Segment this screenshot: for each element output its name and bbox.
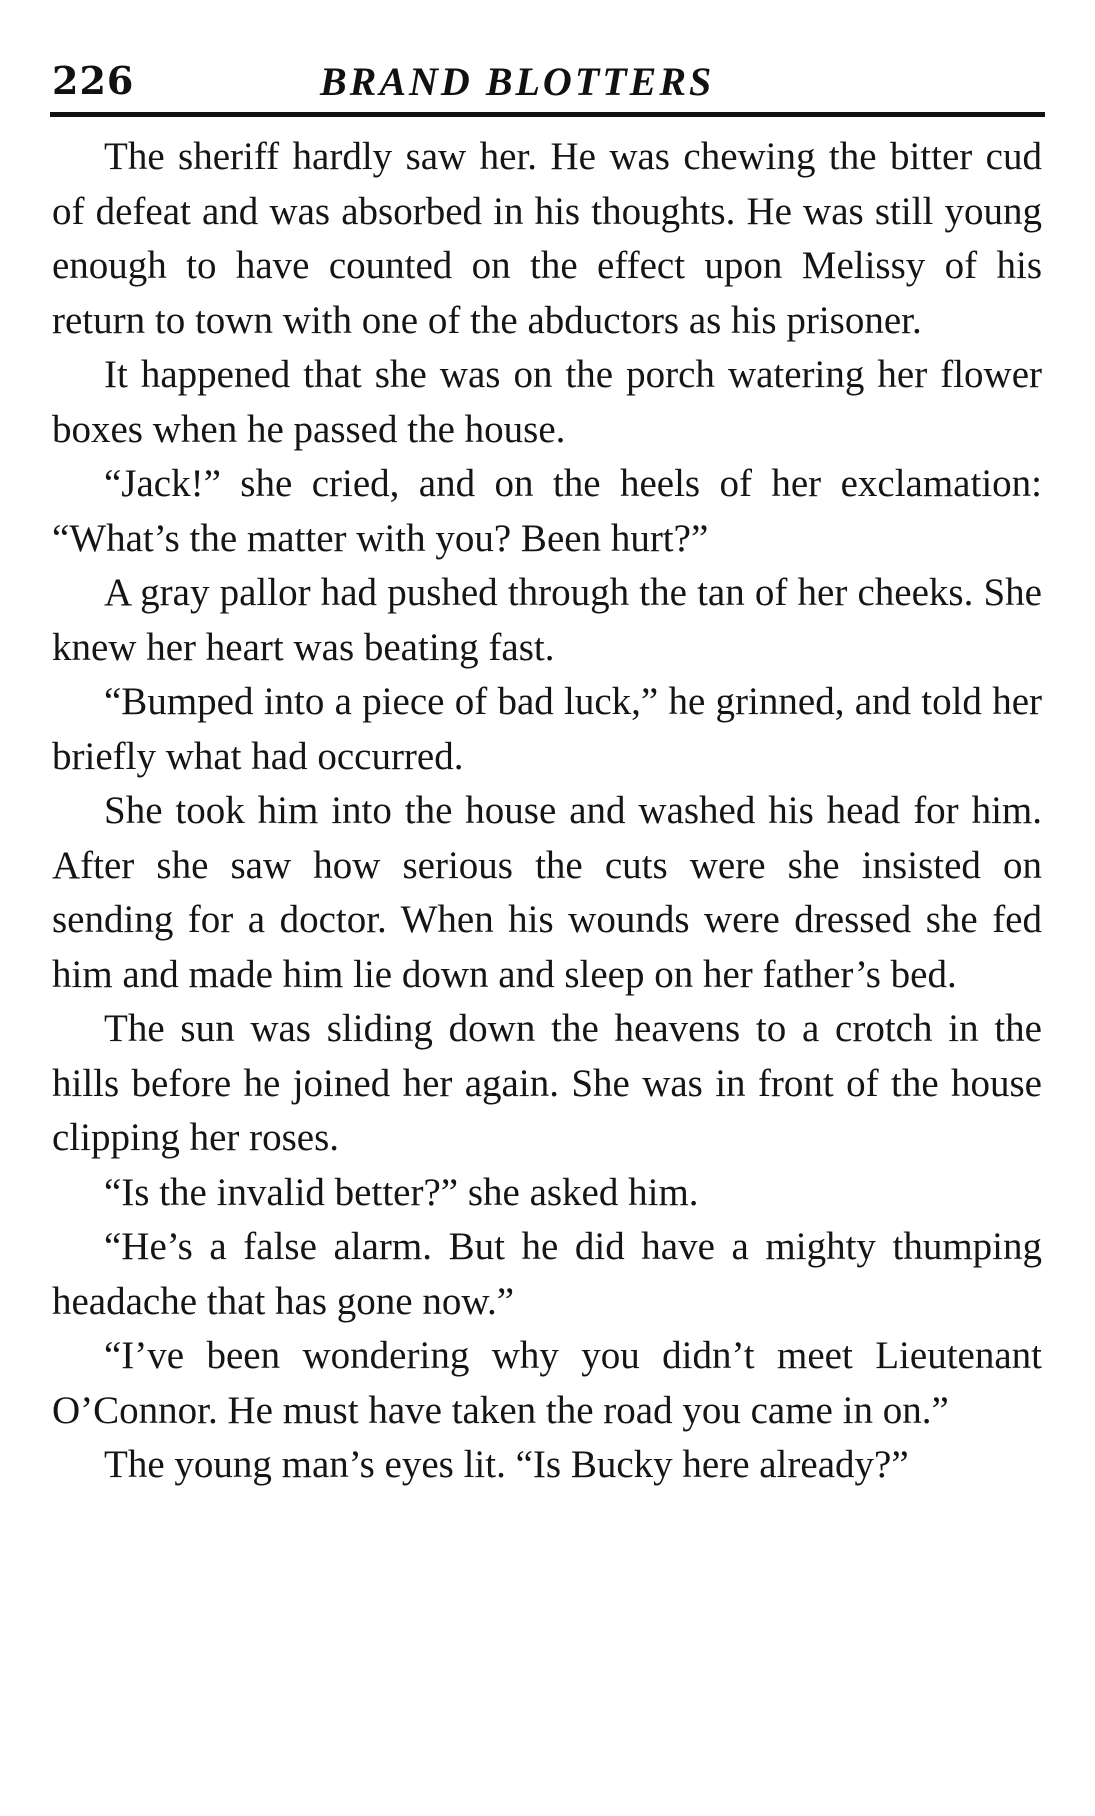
paragraph: The sheriff hardly saw her. He was chewing the bitter cud of defeat and was absorbed in his thoughts. He was still young enough to have counted on the effect upon Melissy of his return to town with one of the abductors as his prisoner. <box>52 135 1042 342</box>
paragraph: “Jack!” she cried, and on the heels of her exclamation: “What’s the matter with you? Been hurt?” <box>52 462 1042 560</box>
paragraph: A gray pallor had pushed through the tan of her cheeks. She knew her heart was beating fast. <box>52 571 1042 669</box>
paragraph: The young man’s eyes lit. “Is Bucky here already?” <box>104 1443 909 1486</box>
body-text <box>52 130 1042 1493</box>
running-head: BRAND BLOTTERS <box>320 59 715 104</box>
paragraph: The sun was sliding down the heavens to a crotch in the hills before he joined her again. She was in front of the house clipping her roses. <box>52 1007 1042 1159</box>
page-header <box>50 50 1045 110</box>
page-number: 226 <box>52 58 135 103</box>
paragraph: It happened that she was on the porch watering her flower boxes when he passed the house. <box>52 353 1042 451</box>
paragraph: “Bumped into a piece of bad luck,” he grinned, and told her briefly what had occurred. <box>52 680 1042 778</box>
paragraph: “He’s a false alarm. But he did have a mighty thumping headache that has gone now.” <box>52 1225 1042 1323</box>
paragraph: She took him into the house and washed his head for him. After she saw how serious the cuts were she insisted on sending for a doctor. When his wounds were dressed she fed him and made him lie down and sleep on her father’s bed. <box>52 789 1042 996</box>
paragraph: “I’ve been wondering why you didn’t meet Lieutenant O’Connor. He must have taken the road you came in on.” <box>52 1334 1042 1432</box>
header-rule <box>50 112 1045 117</box>
paragraph: “Is the invalid better?” she asked him. <box>104 1170 699 1214</box>
